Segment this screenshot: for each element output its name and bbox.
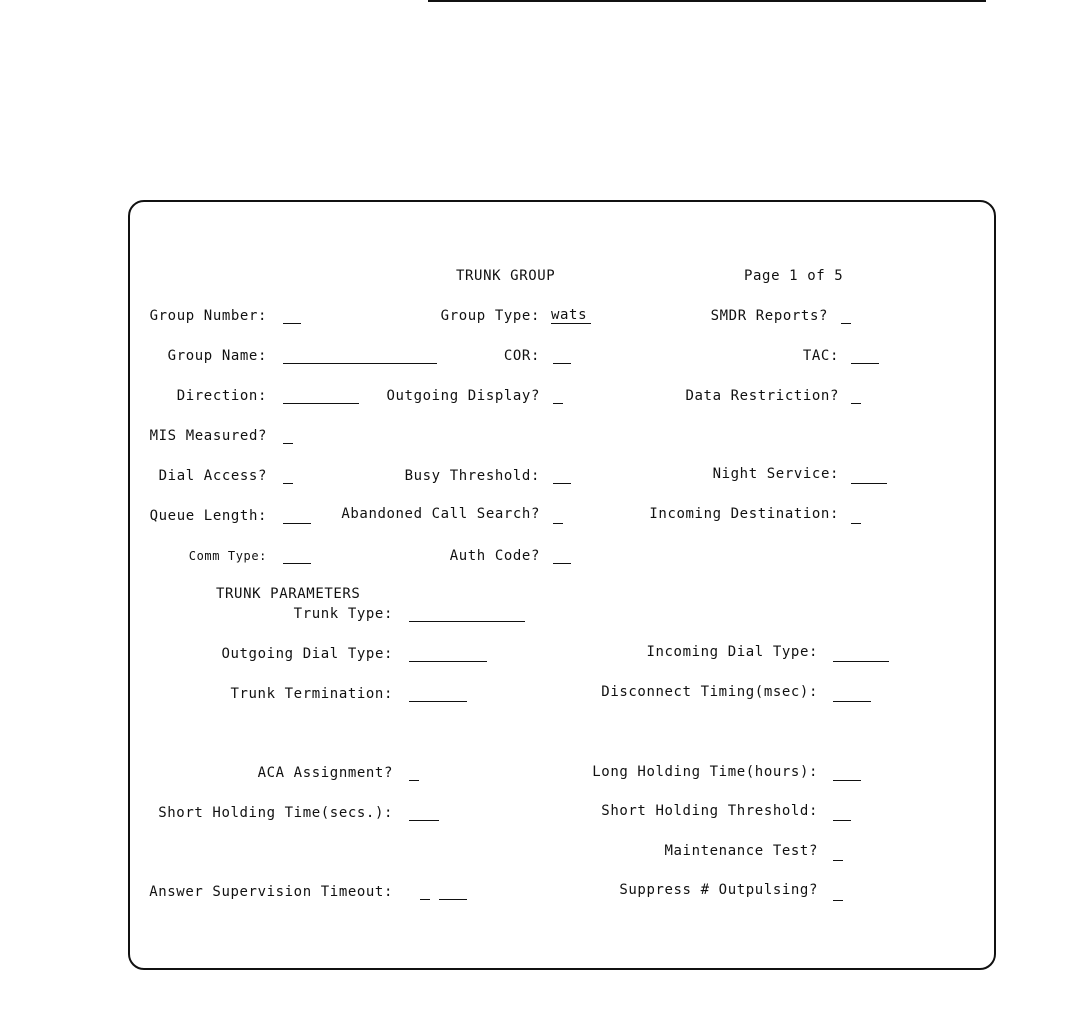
group-name-field[interactable] bbox=[283, 348, 437, 364]
outgoing-dial-type-field[interactable] bbox=[409, 646, 487, 662]
comm-type-field[interactable] bbox=[283, 548, 311, 564]
outgoing-display-field[interactable] bbox=[553, 388, 563, 404]
group-type-label: Group Type: bbox=[440, 308, 540, 324]
answer-supervision-timeout-value-field[interactable] bbox=[439, 884, 467, 900]
top-rule bbox=[428, 0, 986, 2]
incoming-dial-type-label: Incoming Dial Type: bbox=[646, 644, 818, 660]
tac-label: TAC: bbox=[802, 348, 839, 364]
page-indicator: Page 1 of 5 bbox=[744, 268, 844, 284]
auth-code-field[interactable] bbox=[553, 548, 571, 564]
outgoing-display-label: Outgoing Display? bbox=[386, 388, 540, 404]
cor-field[interactable] bbox=[553, 348, 571, 364]
answer-supervision-timeout-label: Answer Supervision Timeout: bbox=[149, 884, 393, 900]
short-holding-threshold-field[interactable] bbox=[833, 805, 851, 821]
form-title: TRUNK GROUP bbox=[456, 268, 556, 284]
short-holding-time-field[interactable] bbox=[409, 805, 439, 821]
direction-label: Direction: bbox=[176, 388, 267, 404]
disconnect-timing-label: Disconnect Timing(msec): bbox=[601, 684, 818, 700]
queue-length-label: Queue Length: bbox=[149, 508, 267, 524]
direction-field[interactable] bbox=[283, 388, 359, 404]
trunk-termination-field[interactable] bbox=[409, 686, 467, 702]
group-type-field[interactable]: wats bbox=[551, 308, 591, 324]
group-number-label: Group Number: bbox=[149, 308, 267, 324]
trunk-parameters-heading: TRUNK PARAMETERS bbox=[216, 586, 361, 602]
dial-access-label: Dial Access? bbox=[158, 468, 267, 484]
long-holding-time-field[interactable] bbox=[833, 765, 861, 781]
comm-type-label: Comm Type: bbox=[188, 549, 267, 563]
mis-measured-label: MIS Measured? bbox=[149, 428, 267, 444]
mis-measured-field[interactable] bbox=[283, 428, 293, 444]
trunk-type-label: Trunk Type: bbox=[293, 606, 393, 622]
incoming-destination-field[interactable] bbox=[851, 508, 861, 524]
data-restriction-field[interactable] bbox=[851, 388, 861, 404]
night-service-field[interactable] bbox=[851, 468, 887, 484]
abandoned-call-search-field[interactable] bbox=[553, 508, 563, 524]
abandoned-call-search-label: Abandoned Call Search? bbox=[341, 506, 540, 522]
disconnect-timing-field[interactable] bbox=[833, 686, 871, 702]
suppress-outpulsing-label: Suppress # Outpulsing? bbox=[619, 882, 818, 898]
suppress-outpulsing-field[interactable] bbox=[833, 885, 843, 901]
long-holding-time-label: Long Holding Time(hours): bbox=[592, 764, 818, 780]
incoming-dial-type-field[interactable] bbox=[833, 646, 889, 662]
short-holding-time-label: Short Holding Time(secs.): bbox=[158, 805, 393, 821]
aca-assignment-field[interactable] bbox=[409, 765, 419, 781]
busy-threshold-label: Busy Threshold: bbox=[404, 468, 540, 484]
outgoing-dial-type-label: Outgoing Dial Type: bbox=[221, 646, 393, 662]
trunk-type-field[interactable] bbox=[409, 606, 525, 622]
data-restriction-label: Data Restriction? bbox=[685, 388, 839, 404]
maintenance-test-label: Maintenance Test? bbox=[664, 843, 818, 859]
group-name-label: Group Name: bbox=[167, 348, 267, 364]
incoming-destination-label: Incoming Destination: bbox=[649, 506, 839, 522]
dial-access-field[interactable] bbox=[283, 468, 293, 484]
tac-field[interactable] bbox=[851, 348, 879, 364]
smdr-reports-field[interactable] bbox=[841, 308, 851, 324]
queue-length-field[interactable] bbox=[283, 508, 311, 524]
aca-assignment-label: ACA Assignment? bbox=[257, 765, 393, 781]
busy-threshold-field[interactable] bbox=[553, 468, 571, 484]
auth-code-label: Auth Code? bbox=[449, 548, 540, 564]
short-holding-threshold-label: Short Holding Threshold: bbox=[601, 803, 818, 819]
smdr-reports-label: SMDR Reports? bbox=[710, 308, 828, 324]
night-service-label: Night Service: bbox=[712, 466, 839, 482]
trunk-group-form bbox=[128, 200, 996, 970]
maintenance-test-field[interactable] bbox=[833, 845, 843, 861]
trunk-termination-label: Trunk Termination: bbox=[230, 686, 393, 702]
group-number-field[interactable] bbox=[283, 308, 301, 324]
cor-label: COR: bbox=[503, 348, 540, 364]
answer-supervision-timeout-unit-field[interactable] bbox=[420, 884, 430, 900]
